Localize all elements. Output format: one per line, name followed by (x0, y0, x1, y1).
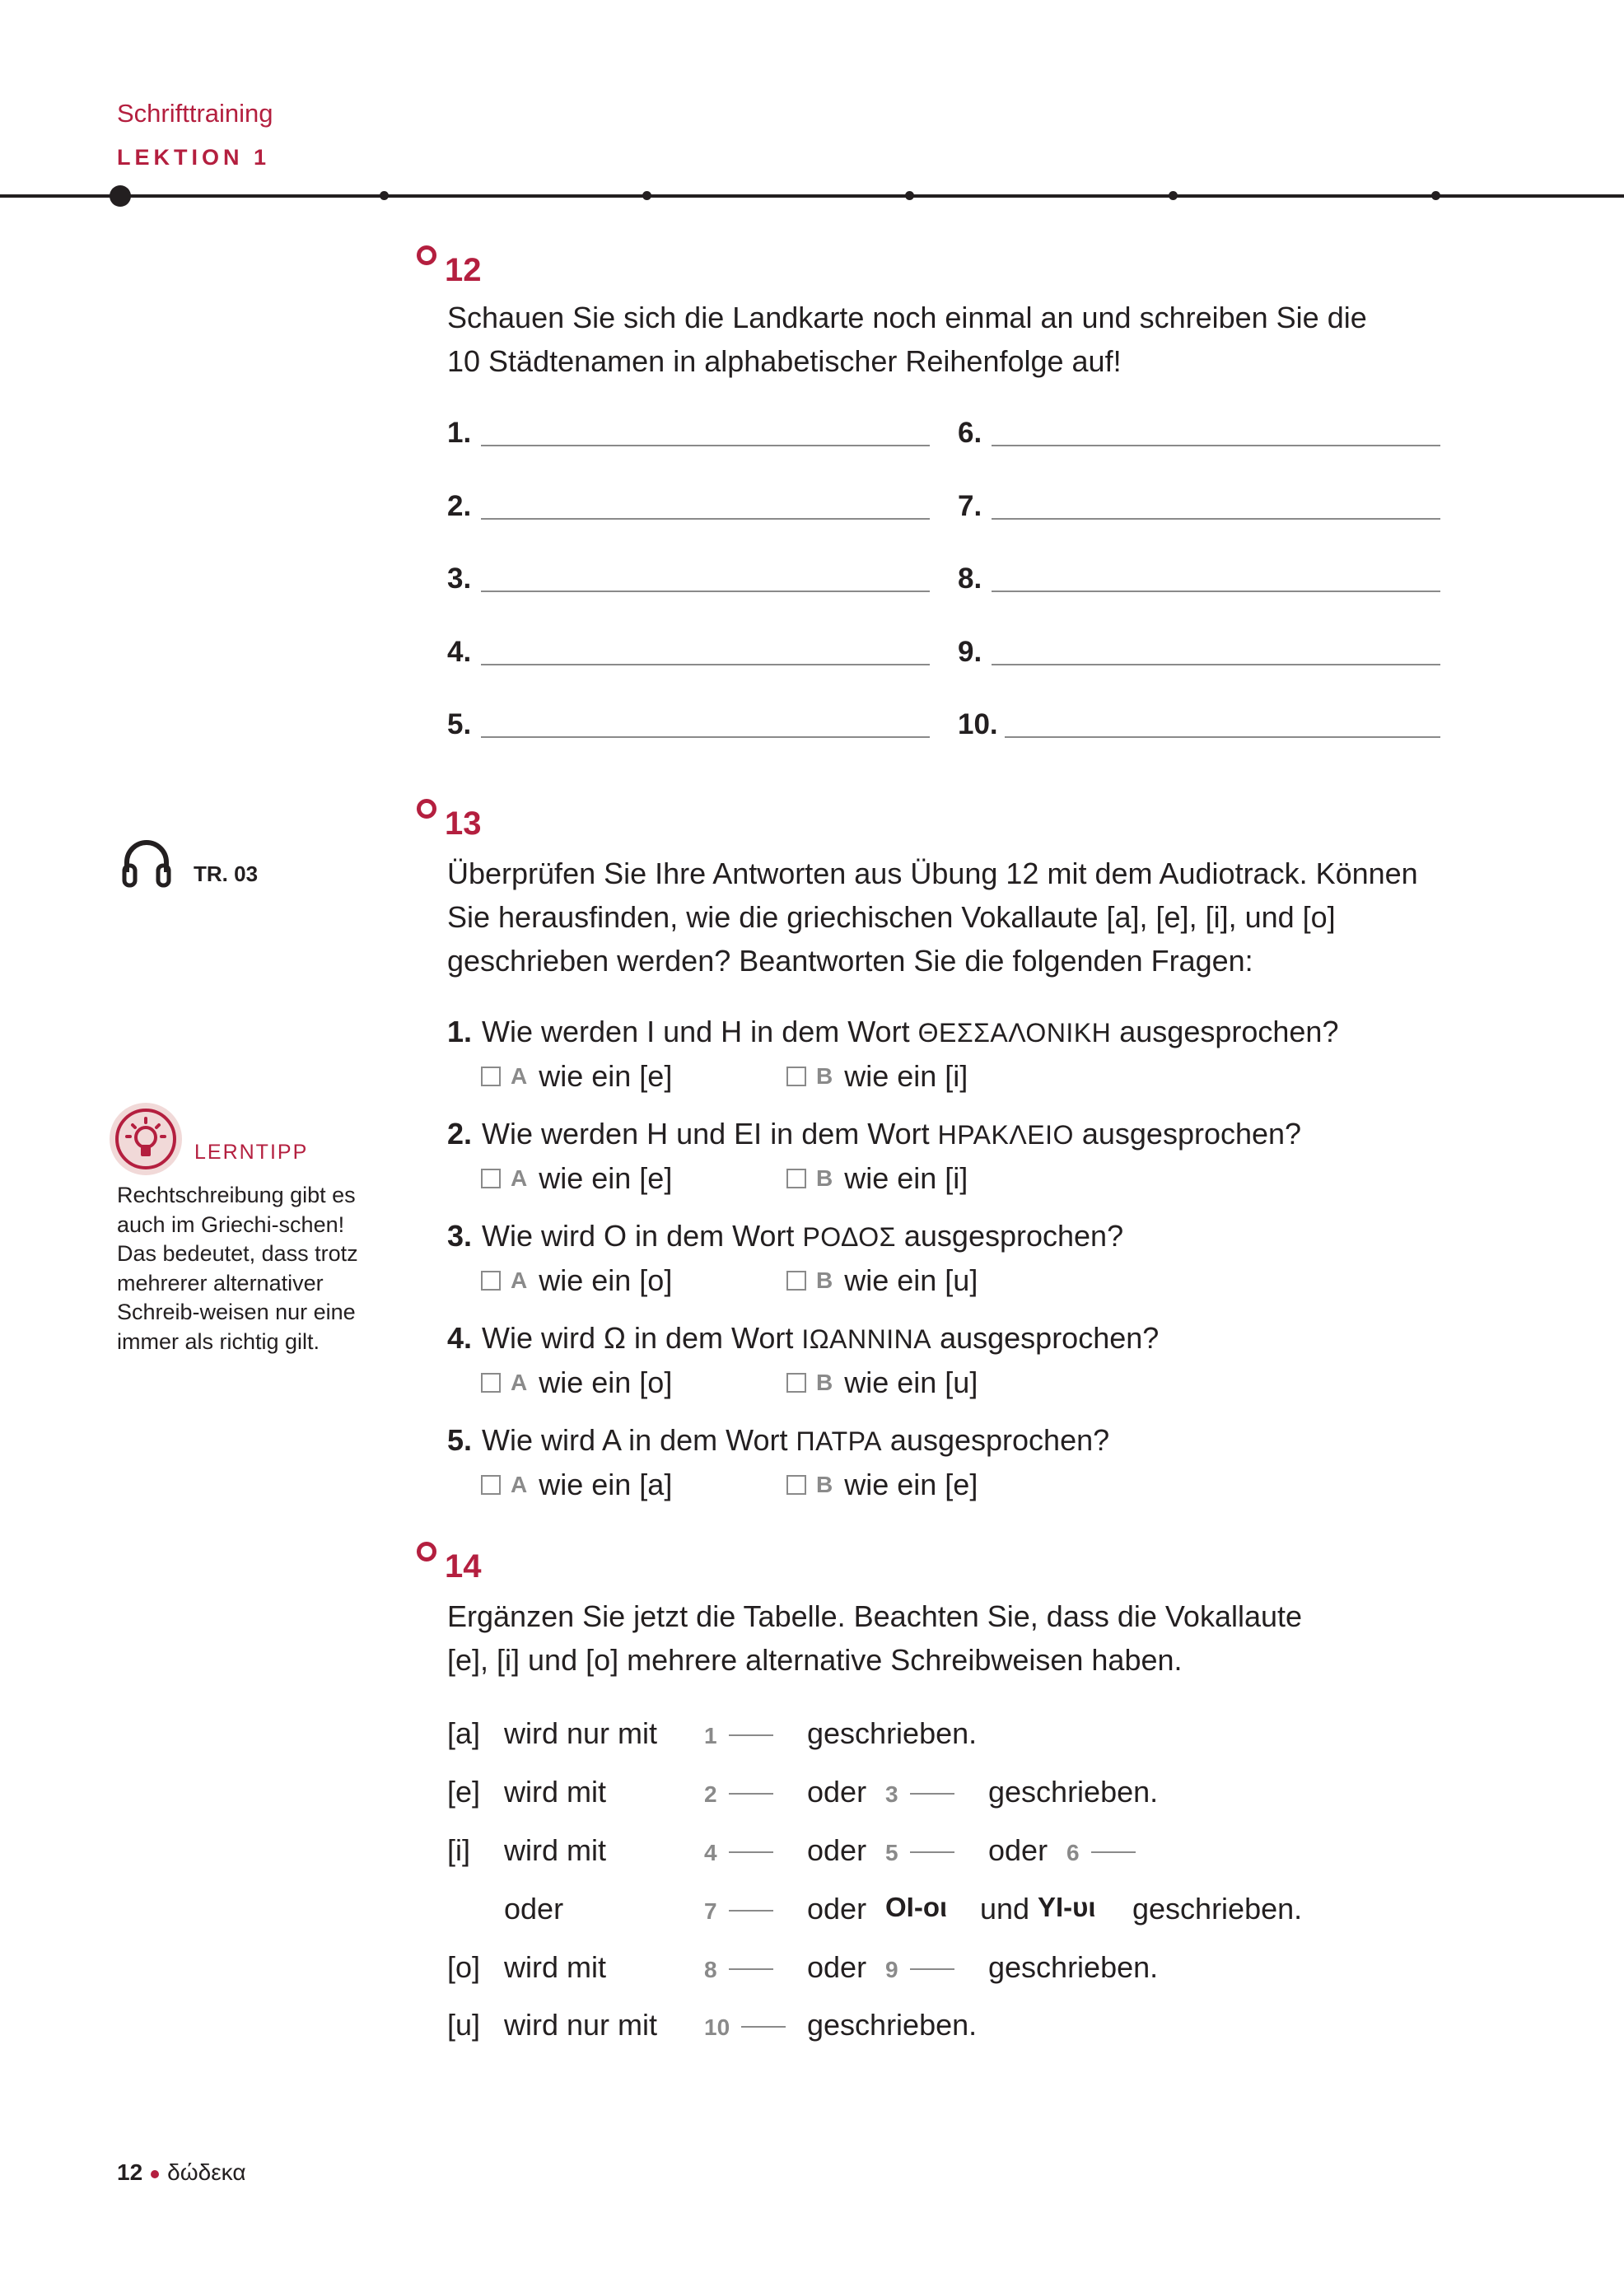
exercise-marker-icon (417, 1542, 436, 1561)
checkbox[interactable] (481, 1271, 501, 1291)
timeline-dot (1431, 191, 1440, 200)
answer-blank-line[interactable] (1005, 736, 1440, 738)
exercise-number-14: 14 (445, 1548, 482, 1585)
row-label: oder (504, 1892, 564, 1926)
fill-in-blank[interactable] (704, 1716, 773, 1751)
checkbox[interactable] (786, 1475, 806, 1495)
option-letter: A (511, 1267, 528, 1293)
fill-in-blank[interactable] (885, 1833, 954, 1868)
bullet-dot (151, 2170, 159, 2178)
option-text: wie ein [i] (844, 1059, 968, 1093)
option-text: wie ein [u] (844, 1365, 978, 1399)
question-number: 4. (447, 1321, 473, 1355)
option-letter: A (511, 1472, 528, 1497)
exercise-14-instruction-line: [e], [i] und [o] mehrere alternative Schreibweisen haben. (447, 1643, 1183, 1677)
answer-number: 5. (447, 708, 472, 740)
row-label: wird nur mit (504, 2008, 658, 2042)
blank-number: 2 (704, 1781, 717, 1807)
tip-title: LERNTIPP (194, 1141, 309, 1164)
option-letter: B (816, 1267, 833, 1293)
fill-in-blank[interactable] (704, 1775, 773, 1809)
timeline-dot (1169, 191, 1178, 200)
row-label: wird nur mit (504, 1716, 658, 1750)
answer-option-a[interactable] (481, 1059, 672, 1094)
question-text: ausgesprochen? (1111, 1015, 1339, 1048)
table-text: geschrieben. (807, 2008, 978, 2042)
section-title: Schrifttraining (117, 99, 273, 128)
blank-number: 1 (704, 1723, 717, 1748)
question (447, 1015, 1338, 1049)
fill-in-blank[interactable] (704, 1833, 773, 1868)
lesson-label: LEKTION 1 (117, 145, 271, 170)
page-footer (117, 2159, 246, 2186)
vowel-sound: [u] (447, 2008, 481, 2042)
vowel-sound: [e] (447, 1775, 481, 1809)
timeline-dot (642, 191, 651, 200)
greek-word: ΠΑΤΡΑ (796, 1426, 882, 1456)
blank-line[interactable] (729, 1851, 773, 1853)
option-text: wie ein [u] (844, 1263, 978, 1297)
question-number: 2. (447, 1117, 473, 1151)
exercise-14-instruction-line: Ergänzen Sie jetzt die Tabelle. Beachten Sie, dass die Vokallaute (447, 1599, 1303, 1633)
blank-number: 5 (885, 1840, 898, 1865)
fill-in-blank[interactable] (885, 1775, 954, 1809)
table-text: oder (988, 1833, 1048, 1867)
greek-spelling: YI-υι (1038, 1892, 1096, 1922)
tip-body: Rechtschreibung gibt es auch im Griechi-schen! Das bedeutet, dass trotz mehrerer alternativer Schreib-weisen nur eine immer als richtig gilt. (117, 1183, 358, 1354)
blank-line[interactable] (729, 1734, 773, 1736)
question-text: Wie werden H und EI in dem Wort (482, 1117, 938, 1151)
option-text: wie ein [e] (844, 1468, 978, 1501)
exercise-number-13: 13 (445, 805, 482, 842)
blank-number: 7 (704, 1898, 717, 1924)
checkbox[interactable] (786, 1067, 806, 1086)
question-text: Wie werden I und H in dem Wort (482, 1015, 918, 1048)
option-text: wie ein [o] (539, 1365, 673, 1399)
exercise-number-12: 12 (445, 252, 482, 288)
greek-word: ΙΩΑΝΝΙΝΑ (801, 1324, 932, 1354)
lightbulb-icon (109, 1102, 183, 1176)
timeline-dot-current (110, 185, 131, 207)
answer-number: 4. (447, 636, 472, 668)
question-text: ausgesprochen? (931, 1321, 1160, 1355)
option-letter: A (511, 1370, 528, 1395)
blank-line[interactable] (910, 1968, 954, 1970)
answer-number: 7. (958, 490, 982, 522)
blank-number: 3 (885, 1781, 898, 1807)
blank-line[interactable] (910, 1793, 954, 1795)
blank-line[interactable] (1091, 1851, 1136, 1853)
answer-number: 3. (447, 562, 472, 595)
timeline-rule (0, 194, 1624, 198)
answer-number: 1. (447, 417, 472, 449)
question-text: Wie wird Ω in dem Wort (482, 1321, 802, 1355)
table-text: oder (807, 1775, 867, 1809)
answer-blank-line[interactable] (481, 445, 930, 446)
checkbox[interactable] (481, 1067, 501, 1086)
fill-in-blank[interactable] (704, 1950, 773, 1985)
exercise-13-instruction-line: geschrieben werden? Beantworten Sie die folgenden Fragen: (447, 944, 1253, 978)
page-number-word: δώδεκα (167, 2159, 246, 2185)
option-letter: B (816, 1370, 833, 1395)
checkbox[interactable] (786, 1271, 806, 1291)
option-letter: B (816, 1063, 833, 1089)
row-label: wird mit (504, 1833, 606, 1867)
greek-word: ΘΕΣΣΑΛΟΝΙΚΗ (917, 1018, 1112, 1048)
fill-in-blank[interactable] (704, 1892, 773, 1926)
answer-number: 6. (958, 417, 982, 449)
checkbox[interactable] (481, 1475, 501, 1495)
question-text: ausgesprochen? (881, 1423, 1110, 1457)
answer-option-b[interactable] (786, 1263, 978, 1298)
checkbox[interactable] (786, 1169, 806, 1188)
question-text: Wie wird A in dem Wort (482, 1423, 796, 1457)
answer-number: 9. (958, 636, 982, 668)
option-text: wie ein [e] (539, 1161, 673, 1195)
answer-blank-line[interactable] (992, 664, 1440, 665)
option-letter: A (511, 1063, 528, 1089)
question-number: 1. (447, 1015, 473, 1048)
exercise-12-instruction-line: 10 Städtenamen in alphabetischer Reihenfolge auf! (447, 344, 1122, 378)
option-text: wie ein [i] (844, 1161, 968, 1195)
headphones-icon (120, 836, 173, 889)
blank-line[interactable] (910, 1851, 954, 1853)
answer-number: 8. (958, 562, 982, 595)
question (447, 1219, 1123, 1253)
answer-blank-line[interactable] (992, 591, 1440, 592)
timeline-dot (905, 191, 914, 200)
vowel-sound: [a] (447, 1716, 481, 1750)
vowel-sound: [i] (447, 1833, 471, 1867)
table-text: geschrieben. (988, 1775, 1159, 1809)
fill-in-blank[interactable] (885, 1950, 954, 1985)
question (447, 1423, 1109, 1458)
answer-option-b[interactable] (786, 1468, 978, 1502)
blank-line[interactable] (729, 1793, 773, 1795)
greek-word: ΡΟΔΟΣ (802, 1222, 896, 1252)
question-number: 5. (447, 1423, 473, 1457)
row-label: wird mit (504, 1950, 606, 1984)
question (447, 1321, 1159, 1356)
answer-blank-line[interactable] (992, 518, 1440, 520)
option-letter: A (511, 1165, 528, 1191)
table-text: oder (807, 1950, 867, 1984)
option-text: wie ein [a] (539, 1468, 673, 1501)
checkbox[interactable] (481, 1169, 501, 1188)
answer-number: 2. (447, 490, 472, 522)
checkbox[interactable] (481, 1373, 501, 1393)
question-text: ausgesprochen? (1073, 1117, 1302, 1151)
fill-in-blank[interactable] (1066, 1833, 1136, 1868)
answer-option-a[interactable] (481, 1263, 672, 1298)
greek-spelling: OI-οι (885, 1892, 948, 1922)
exercise-marker-icon (417, 245, 436, 265)
blank-line[interactable] (741, 2026, 786, 2028)
question-number: 3. (447, 1219, 473, 1253)
answer-option-a[interactable] (481, 1161, 672, 1196)
exercise-12-instruction-line: Schauen Sie sich die Landkarte noch einmal an und schreiben Sie die (447, 301, 1367, 334)
option-letter: B (816, 1472, 833, 1497)
exercise-13-instruction-line: Überprüfen Sie Ihre Antworten aus Übung 12 mit dem Audiotrack. Können (447, 857, 1418, 890)
answer-option-a[interactable] (481, 1468, 672, 1502)
answer-blank-line[interactable] (992, 445, 1440, 446)
question-text: Wie wird O in dem Wort (482, 1219, 803, 1253)
option-text: wie ein [e] (539, 1059, 673, 1093)
page-number: 12 (117, 2159, 143, 2185)
exercise-marker-icon (417, 799, 436, 819)
fill-in-blank[interactable] (704, 2008, 786, 2042)
answer-blank-line[interactable] (481, 518, 930, 520)
answer-blank-line[interactable] (481, 591, 930, 592)
greek-word: ΗΡΑΚΛΕΙΟ (937, 1120, 1074, 1150)
blank-number: 4 (704, 1840, 717, 1865)
blank-number: 8 (704, 1957, 717, 1982)
answer-number: 10. (958, 708, 998, 740)
table-text: und (980, 1892, 1030, 1926)
blank-line[interactable] (729, 1968, 773, 1970)
answer-option-a[interactable] (481, 1365, 672, 1400)
table-text: geschrieben. (988, 1950, 1159, 1984)
table-text: geschrieben. (1132, 1892, 1303, 1926)
answer-option-b[interactable] (786, 1365, 978, 1400)
blank-line[interactable] (729, 1910, 773, 1912)
answer-option-b[interactable] (786, 1059, 968, 1094)
timeline-dot (380, 191, 389, 200)
checkbox[interactable] (786, 1373, 806, 1393)
blank-number: 6 (1066, 1840, 1080, 1865)
exercise-13-instruction-line: Sie herausfinden, wie die griechischen Vokallaute [a], [e], [i], und [o] (447, 900, 1336, 934)
option-letter: B (816, 1165, 833, 1191)
blank-number: 10 (704, 2014, 730, 2040)
audio-track-label: TR. 03 (194, 861, 259, 886)
blank-number: 9 (885, 1957, 898, 1982)
answer-blank-line[interactable] (481, 736, 930, 738)
question-text: ausgesprochen? (895, 1219, 1124, 1253)
option-text: wie ein [o] (539, 1263, 673, 1297)
row-label: wird mit (504, 1775, 606, 1809)
question (447, 1117, 1301, 1151)
table-text: oder (807, 1833, 867, 1867)
vowel-sound: [o] (447, 1950, 481, 1984)
answer-blank-line[interactable] (481, 664, 930, 665)
answer-option-b[interactable] (786, 1161, 968, 1196)
table-text: oder (807, 1892, 867, 1926)
table-text: geschrieben. (807, 1716, 978, 1750)
